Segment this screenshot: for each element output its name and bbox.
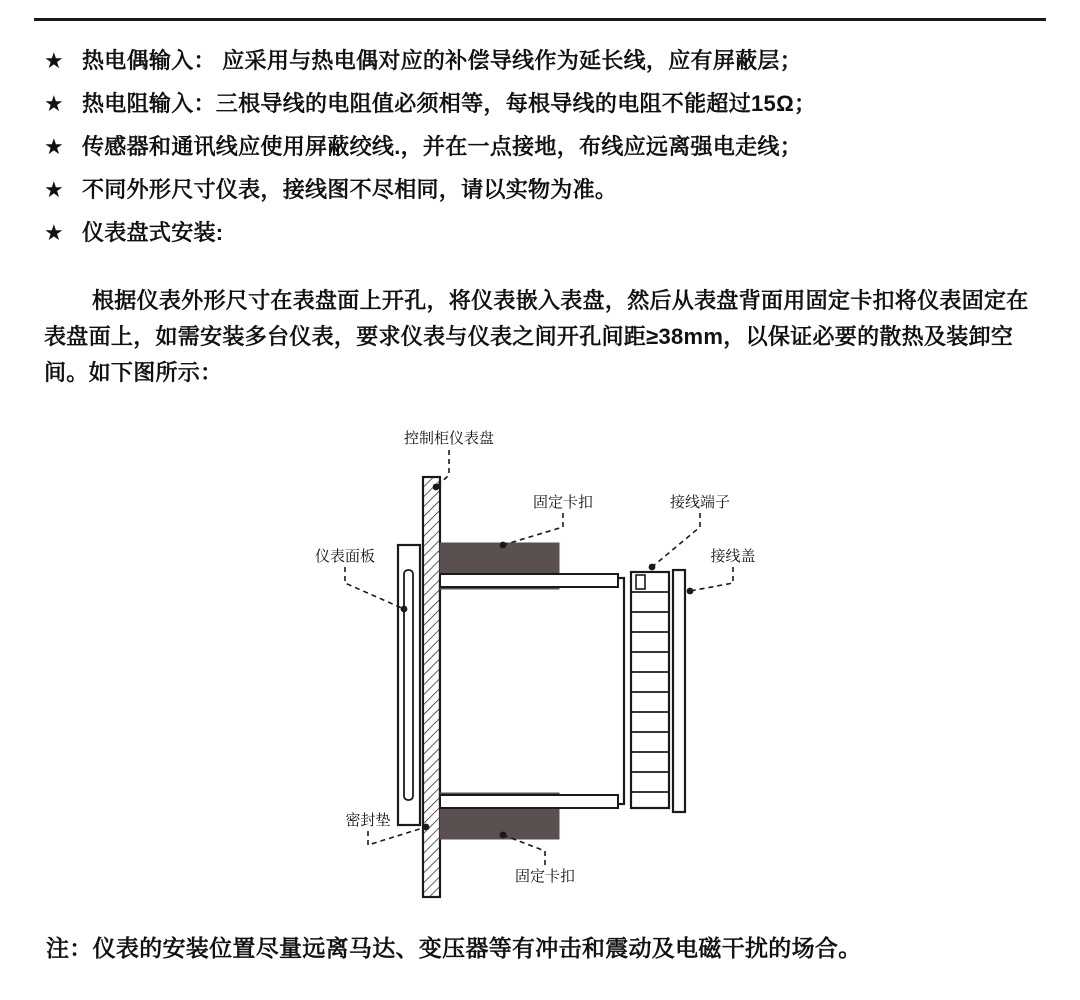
star-icon: ★	[44, 177, 64, 202]
star-icon: ★	[44, 220, 64, 245]
star-icon: ★	[44, 134, 64, 159]
label-cabinet-panel: 控制柜仪表盘	[403, 430, 495, 447]
instrument-bezel-shape	[398, 545, 420, 825]
wiring-cover-shape	[673, 570, 685, 812]
list-item-text: 不同外形尺寸仪表，接线图不尽相同，请以实物为准。	[82, 177, 618, 202]
body-paragraph: 根据仪表外形尺寸在表盘面上开孔，将仪表嵌入表盘，然后从表盘背面用固定卡扣将仪表固定在表盘面上，如需安装多台仪表，要求仪表与仪表之间开孔间距≥38mm，以保证必要的散热及装卸空间。如下图所示：	[44, 288, 1029, 385]
list-item-text: 热电阻输入：三根导线的电阻值必须相等，每根导线的电阻不能超过15Ω；	[82, 91, 817, 116]
label-fixing-clip-bottom: 固定卡扣	[514, 868, 576, 885]
label-terminal-block: 接线端子	[669, 494, 731, 511]
label-gasket: 密封垫	[345, 812, 391, 829]
star-icon: ★	[44, 91, 64, 116]
list-item	[44, 46, 1044, 76]
list-item	[44, 218, 1044, 248]
top-divider	[34, 18, 1046, 21]
list-item	[44, 132, 1044, 162]
list-item-text: 传感器和通讯线应使用屏蔽绞线.，并在一点接地，布线应远离强电走线；	[82, 134, 803, 159]
label-fixing-clip-top: 固定卡扣	[532, 494, 594, 511]
label-wiring-cover: 接线盖	[710, 548, 756, 565]
cabinet-panel-shape	[423, 477, 440, 897]
label-instrument-face: 仪表面板	[314, 548, 376, 565]
list-item	[44, 175, 1044, 205]
bullet-list	[44, 46, 1044, 261]
list-item-text: 热电偶输入： 应采用与热电偶对应的补偿导线作为延长线，应有屏蔽层；	[82, 48, 803, 73]
terminal-block-shape	[631, 572, 669, 808]
fixing-clip-top-shape	[440, 543, 618, 589]
installation-diagram	[0, 415, 1080, 915]
fixing-clip-bottom-shape	[440, 793, 618, 839]
list-item	[44, 89, 1044, 119]
instrument-body-shape	[440, 578, 624, 804]
star-icon: ★	[44, 48, 64, 73]
list-item-text: 仪表盘式安装:	[82, 220, 224, 245]
footer-note: 注：仪表的安装位置尽量远离马达、变压器等有冲击和震动及电磁干扰的场合。	[46, 935, 862, 961]
